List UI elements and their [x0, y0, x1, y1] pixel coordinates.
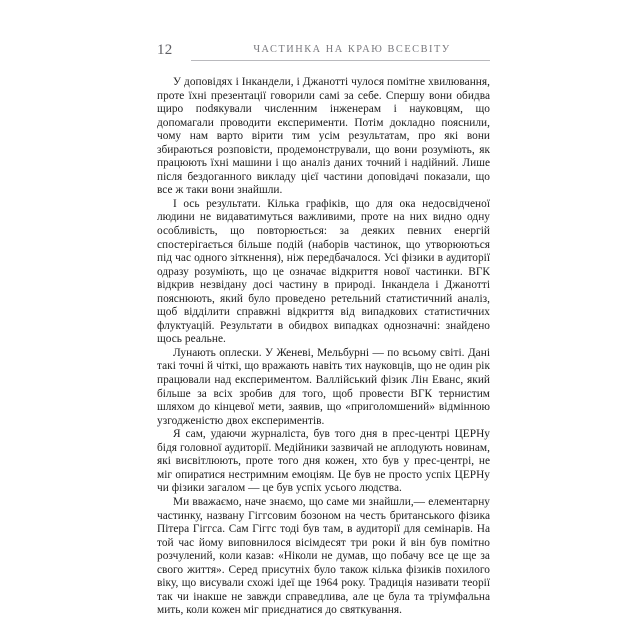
page-number: 12	[157, 42, 173, 58]
paragraph: Я сам, удаючи журналіста, був того дня в прес-центрі ЦЕРНу бідя головної аудиторії. Медійники зазвичай не аплодують новинам, які висвітлюють, проте того дня кожен, хто був у прес-центрі, не міг опиратися нестримним емоціям. Це був не просто успіх ЦЕРНу чи фізики загалом — це був успіх усього людства.	[157, 428, 490, 495]
paragraph: Ми вважаємо, наче знаємо, що саме ми знайшли,— елементарну частинку, названу Гіггсовим бозоном на честь британського фізика Пітера Гіггса. Сам Гіггс тоді був там, в аудиторії для семінарів. На той час йому виповнилося вісімдесят три роки й він був помітно розчулений, коли казав: «Ніколи не думав, що побачу все це ще за свого життя». Серед присутніх було також кілька фізиків похилого віку, що висували схожі ідеї ще 1964 року. Традиція називати теорії так чи інакше не завжди справедлива, але це була та тріумфальна мить, коли кожен міг приєднатися до святкування.	[157, 495, 490, 617]
header-divider	[191, 60, 490, 61]
running-head	[157, 42, 490, 68]
body-text	[157, 76, 490, 618]
paragraph: У доповідях і Інкандели, і Джанотті чулося помітне хвилювання, проте їхні презентації говорили самі за себе. Спершу вони обидва щиро поdякували численним інженерам і науковцям, що допомагали проводити експерименти. Потім докладно пояснили, чому нам варто вірити тим усім результатам, про які вони збираються розповісти, продемонстрували, що вони розуміють, як працюють їхні машини і що аналіз даних точний і надійний. Лише після бездоганного викладу цієї частини доповідачі показали, що все ж таки вони знайшли.	[157, 76, 490, 197]
paragraph: Лунають оплески. У Женеві, Мельбурні — по всьому світі. Дані такі точні й чіткі, що вражають навіть тих науковців, що не один рік працювали над експериментом. Валлійський фізик Лін Еванс, який більше за всіх зробив для того, щоб провести ВГК тернистим шляхом до кінцевої мети, заявив, що «приголомшений» відмінною узгодженістю двох експериментів.	[157, 346, 490, 427]
running-title: ЧАСТИНКА НА КРАЮ ВСЕСВІТУ	[253, 44, 451, 55]
paragraph: І ось результати. Кілька графіків, що для ока недосвідченої людини не видаватимуться важливими, проте на них видно одну особливість, що повторюється: за деяких певних енергій спостерігається більше подій (наборів частинок, що утворюються під час одного зіткнення), ніж передбачалося. Усі фізики в аудиторії одразу розуміють, що це означає відкриття нової частинки. ВГК відкрив незвідану досі частину в природі. Інкандела і Джанотті пояснюють, який було проведено ретельний статистичний аналіз, щоб відділити справжні відкриття від випадкових статистичних флуктуацій. Результати в обидвох випадках однозначні: знайдено щось реальне.	[157, 197, 490, 346]
